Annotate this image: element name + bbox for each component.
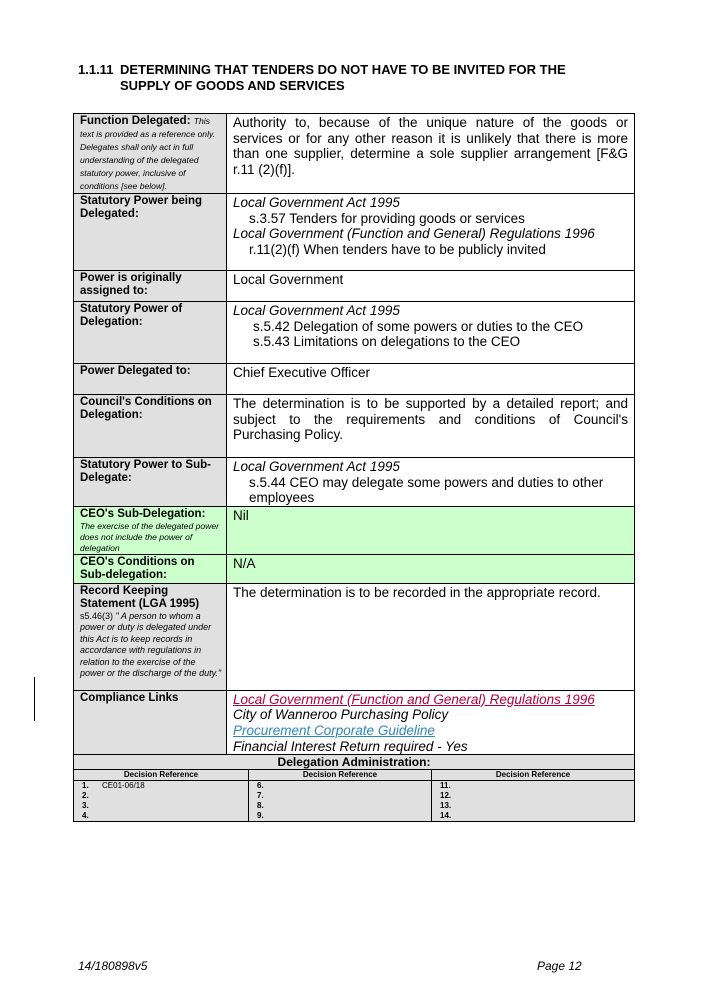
delegated-to-value: Chief Executive Officer (227, 364, 635, 395)
page-number: Page 12 (537, 959, 582, 973)
compliance-links-label: Compliance Links (80, 691, 179, 704)
row-sub-delegate-power (74, 458, 635, 507)
statutory-section-1: s.3.57 Tenders for providing goods or services (249, 210, 525, 226)
decision-item: 8. (257, 801, 264, 811)
row-delegated-to (74, 364, 635, 395)
decision-item: 4. (82, 811, 89, 821)
delegation-act: Local Government Act 1995 (233, 303, 400, 318)
purchasing-policy-text: City of Wanneroo Purchasing Policy (233, 707, 449, 723)
decision-item: 14. (440, 811, 452, 821)
regulations-link[interactable]: Local Government (Function and General) Regulations 1996 (233, 691, 595, 707)
row-ceo-conditions (74, 554, 635, 583)
row-admin-title (74, 755, 635, 770)
decision-item: 7. (257, 791, 264, 801)
label-cell (74, 114, 227, 194)
decision-item: 12. (440, 791, 452, 801)
delegation-section-1: s.5.42 Delegation of some powers or duties to the CEO (253, 318, 584, 334)
row-record-keeping (74, 583, 635, 690)
row-power-of-delegation (74, 302, 635, 364)
sub-delegate-section: s.5.44 CEO may delegate some powers and duties to other employees (249, 474, 604, 506)
ceo-conditions-label: CEO's Conditions on Sub-delegation: (80, 555, 195, 581)
row-ceo-sub-delegation (74, 506, 635, 554)
sub-delegate-act: Local Government Act 1995 (233, 459, 400, 474)
section-title-line2: SUPPLY OF GOODS AND SERVICES (120, 78, 345, 93)
decision-column-3 (432, 770, 635, 822)
decision-header: Decision Reference (74, 770, 248, 781)
decision-header: Decision Reference (432, 770, 634, 781)
record-keeping-label: Record Keeping Statement (LGA 1995) (80, 584, 200, 610)
function-delegated-label: Function Delegated: (80, 115, 191, 127)
decision-column-1 (74, 770, 249, 822)
decision-item: 13. (440, 801, 452, 811)
council-conditions-label: Council's Conditions on Delegation: (80, 396, 212, 421)
council-conditions-value: The determination is to be supported by a detailed report; and subject to the requirements and conditions of Council's Purchasing Policy. (227, 395, 635, 458)
record-keeping-value: The determination is to be recorded in the appropriate record. (227, 583, 635, 690)
row-statutory-power (74, 194, 635, 271)
decision-item: 1. CE01-06/18 (82, 781, 145, 791)
delegation-section-2: s.5.43 Limitations on delegations to the CEO (253, 334, 521, 350)
delegated-to-label: Power Delegated to: (80, 365, 191, 377)
decision-item: 9. (257, 811, 264, 821)
procurement-guideline-link[interactable]: Procurement Corporate Guideline (233, 722, 435, 738)
statutory-act-2: Local Government (Function and General) Regulations 1996 (233, 226, 595, 242)
power-of-delegation-label: Statutory Power of Delegation: (80, 303, 183, 328)
section-number: 1.1.11 (78, 62, 114, 77)
decision-ref: CE01-06/18 (102, 781, 145, 791)
decision-item: 2. (82, 791, 89, 801)
ceo-conditions-value: N/A (227, 554, 635, 583)
financial-interest-text: Financial Interest Return required - Yes (233, 738, 468, 754)
row-council-conditions (74, 395, 635, 458)
statutory-section-2: r.11(2)(f) When tenders have to be publicly invited (249, 241, 546, 257)
ceo-sub-delegation-label: CEO's Sub-Delegation: (80, 507, 206, 520)
decision-item: 6. (257, 781, 264, 791)
decision-item: 3. (82, 801, 89, 811)
function-delegated-note: This text is provided as a reference only. Delegates shall only act in full understanding of the delegated statutory power, inclusive of conditions [see below]. (80, 116, 216, 191)
decision-column-2 (249, 770, 432, 822)
row-compliance-links (74, 690, 635, 754)
statutory-power-label: Statutory Power being Delegated: (80, 195, 203, 220)
record-keeping-ref: s5.46(3) (80, 610, 114, 621)
row-admin-grid (74, 770, 635, 822)
ceo-sub-delegation-note: The exercise of the delegated power does not include the power of delegation (80, 520, 220, 553)
originally-assigned-value: Local Government (227, 271, 635, 302)
ceo-sub-delegation-value: Nil (227, 506, 635, 554)
decision-item: 11. (440, 781, 451, 791)
row-function-delegated (74, 114, 635, 194)
row-originally-assigned (74, 271, 635, 302)
delegation-table (73, 113, 635, 822)
decision-header: Decision Reference (249, 770, 431, 781)
statutory-act-1: Local Government Act 1995 (233, 195, 400, 210)
record-keeping-note: " A person to whom a power or duty is delegated under this Act is to keep records in accordance with regulations in relation to the exercise of the power or the discharge of the duty." (80, 610, 222, 679)
function-delegated-value: Authority to, because of the unique nature of the goods or services or for any other reason it is unlikely that there is more than one supplier, determine a sole supplier arrangement [F&G r.11 (2)(f)]. (227, 114, 635, 194)
delegation-administration-title: Delegation Administration: (74, 755, 635, 770)
section-title-line1: DETERMINING THAT TENDERS DO NOT HAVE TO BE INVITED FOR THE (120, 62, 566, 77)
sub-delegate-power-label: Statutory Power to Sub-Delegate: (80, 459, 211, 484)
originally-assigned-label: Power is originally assigned to: (80, 272, 182, 297)
section-heading (78, 62, 630, 94)
document-reference: 14/180898v5 (78, 959, 148, 973)
change-bar (34, 677, 35, 721)
